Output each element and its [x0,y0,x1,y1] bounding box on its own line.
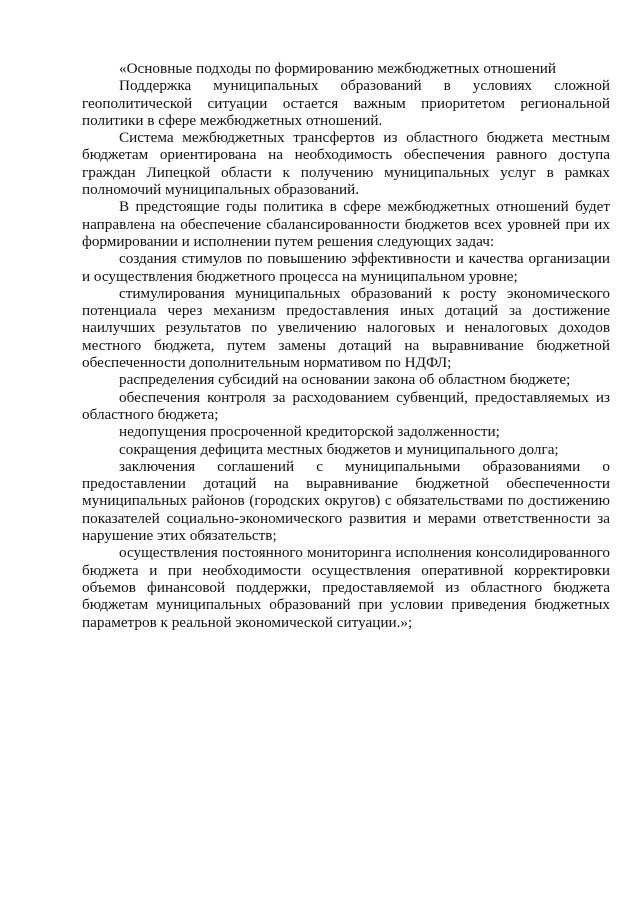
task-item-deficit: сокращения дефицита местных бюджетов и муниципального долга; [119,440,559,458]
paragraph-policy: В предстоящие годы политика в сфере межбюджетных отношений будет направлена на обеспечение сбалансированности бюджетов всех уровней при их формировании и исполнении путем решения следующих задач: [82,198,610,250]
paragraph-transfers: Система межбюджетных трансфертов из областного бюджета местным бюджетам ориентирована на необходимость обеспечения равного доступа граждан Липецкой области к получению муниципальных услуг в рамках полномочий муниципальных образований. [82,129,610,199]
task-item-subsidies: распределения субсидий на основании закона об областном бюджете; [119,371,571,389]
task-item-control: обеспечения контроля за расходованием субвенций, предоставляемых из областного бюджета; [82,388,610,423]
document-body [82,60,610,631]
task-item-agreements: заключения соглашений с муниципальными образованиями о предоставлении дотаций на выравнивание бюджетной обеспеченности муниципальных районов (городских округов) с обязательствами по достижению показателей социально-экономического развития и мерами ответственности за нарушение этих обязательств; [82,457,610,545]
task-item-stimulation: стимулирования муниципальных образований к росту экономического потенциала через механизм предоставления иных дотаций за достижение наилучших результатов по увеличению налоговых и неналоговых доходов местного бюджета, путем замены дотаций на выравнивание бюджетной обеспеченности дополнительным нормативом по НДФЛ; [82,284,610,372]
section-heading: «Основные подходы по формированию межбюджетных отношений [119,60,556,77]
task-item-incentives: создания стимулов по повышению эффективности и качества организации и осуществления бюджетного процесса на муниципальном уровне; [82,250,610,285]
task-item-monitoring: осуществления постоянного мониторинга исполнения консолидированного бюджета и при необходимости осуществления оперативной корректировки объемов финансовой поддержки, предоставляемой из областного бюджета бюджетам муниципальных образований при условии приведения бюджетных параметров к реальной экономической ситуации.»; [82,544,610,631]
task-item-debt: недопущения просроченной кредиторской задолженности; [119,423,500,441]
paragraph-support: Поддержка муниципальных образований в условиях сложной геополитической ситуации остается важным приоритетом региональной политики в сфере межбюджетных отношений. [82,77,610,129]
